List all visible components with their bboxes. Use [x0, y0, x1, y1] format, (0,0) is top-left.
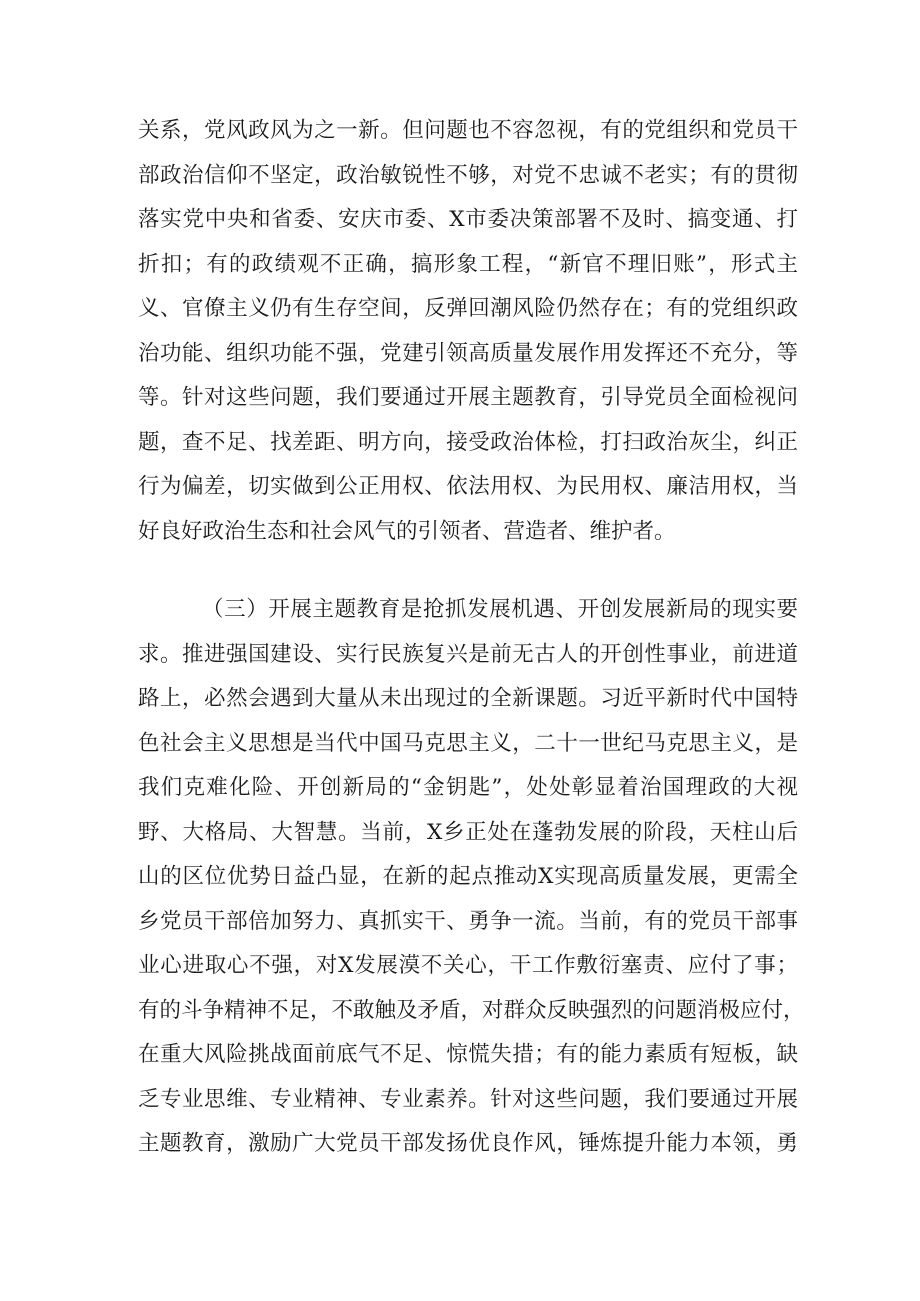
text-line: 治功能、组织功能不强，党建引领高质量发展作用发挥还不充分，等: [138, 341, 798, 366]
text-line: 折扣；有的政绩观不正确，搞形象工程，“新官不理旧账”，形式主: [138, 252, 798, 277]
text-line: 题，查不足、找差距、明方向，接受政治体检，打扫政治灰尘，纠正: [138, 430, 798, 455]
text-line: 有的斗争精神不足，不敢触及矛盾，对群众反映强烈的问题消极应付，: [138, 998, 805, 1023]
text-line: 落实党中央和省委、安庆市委、X市委决策部署不及时、搞变通、打: [138, 207, 798, 232]
text-line: 部政治信仰不坚定，政治敏锐性不够，对党不忠诚不老实；有的贯彻: [138, 163, 798, 188]
text-line: 色社会主义思想是当代中国马克思主义，二十一世纪马克思主义，是: [138, 731, 798, 756]
text-line: 义、官僚主义仍有生存空间，反弹回潮风险仍然存在；有的党组织政: [138, 296, 798, 321]
text-line: 主题教育，激励广大党员干部发扬优良作风，锤炼提升能力本领，勇: [138, 1131, 798, 1156]
text-line: 行为偏差，切实做到公正用权、依法用权、为民用权、廉洁用权，当: [138, 474, 798, 499]
text-line: 好良好政治生态和社会风气的引领者、营造者、维护者。: [138, 519, 676, 544]
text-line: 等。针对这些问题，我们要通过开展主题教育，引导党员全面检视问: [138, 385, 798, 410]
text-line: 乏专业思维、专业精神、专业素养。针对这些问题，我们要通过开展: [138, 1087, 798, 1112]
text-line: 乡党员干部倍加努力、真抓实干、勇争一流。当前，有的党员干部事: [138, 909, 798, 934]
text-line: 求。推进强国建设、实行民族复兴是前无古人的开创性事业，前进道: [138, 642, 798, 667]
text-line: 业心进取心不强，对X发展漠不关心，干工作敷衍塞责、应付了事；: [138, 953, 798, 978]
text-line: 野、大格局、大智慧。当前，X乡正处在蓬勃发展的阶段，天柱山后: [138, 820, 798, 845]
text-line: 路上，必然会遇到大量从未出现过的全新课题。习近平新时代中国特: [138, 686, 798, 711]
text-line: 在重大风险挑战面前底气不足、惊慌失措；有的能力素质有短板，缺: [138, 1042, 798, 1067]
text-line: 我们克难化险、开创新局的“金钥匙”，处处彰显着治国理政的大视: [138, 775, 798, 800]
section-heading-line: （三）开展主题教育是抢抓发展机遇、开创发展新局的现实要: [202, 597, 798, 622]
text-line: 关系，党风政风为之一新。但问题也不容忽视，有的党组织和党员干: [138, 118, 798, 143]
text-line: 山的区位优势日益凸显，在新的起点推动X实现高质量发展，更需全: [138, 864, 798, 889]
